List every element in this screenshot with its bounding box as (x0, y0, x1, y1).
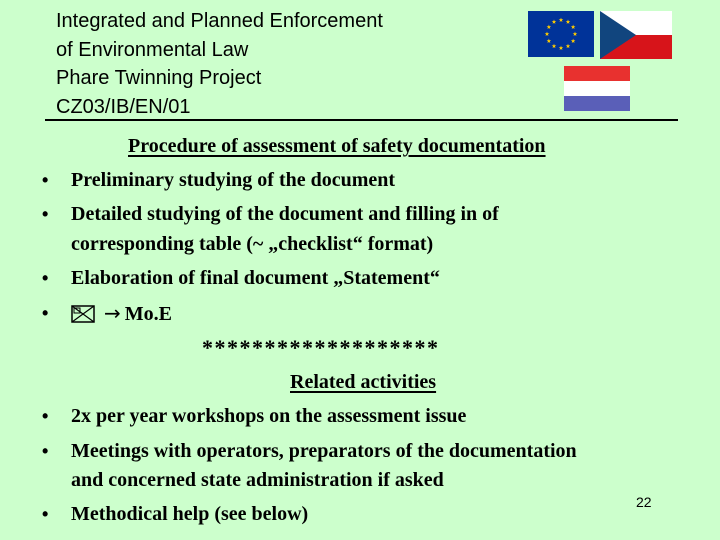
header-line-2: of Environmental Law (56, 38, 249, 61)
bullet: • (42, 504, 49, 524)
arrow-icon: → (104, 301, 121, 325)
list-item: Detailed studying of the document and filling in of (71, 203, 499, 225)
page-number: 22 (636, 494, 652, 510)
bullet: • (42, 441, 49, 461)
list-item: Elaboration of final document „Statement“ (71, 267, 440, 289)
mail-icon (71, 305, 95, 323)
bullet: • (42, 303, 49, 323)
list-item: Meetings with operators, preparators of the documentation (71, 440, 577, 462)
list-item-mail (71, 301, 172, 326)
netherlands-flag-icon (564, 66, 630, 111)
header-line-1: Integrated and Planned Enforcement (56, 10, 383, 32)
list-item: Preliminary studying of the document (71, 169, 396, 191)
eu-flag-icon (528, 11, 594, 57)
czech-flag-icon (600, 11, 672, 59)
header-line-3: Phare Twinning Project (56, 67, 262, 89)
list-item-continuation: and concerned state administration if asked (71, 469, 444, 491)
moe-label: Mo.E (124, 303, 172, 325)
bullet: • (42, 170, 49, 190)
bullet: • (42, 406, 49, 426)
bullet: • (42, 268, 49, 288)
section-related-title: Related activities (290, 371, 437, 393)
list-item: 2x per year workshops on the assessment issue (71, 405, 467, 427)
section-procedure-title: Procedure of assessment of safety documentation (128, 135, 546, 157)
header-title (56, 7, 383, 121)
list-item-continuation: corresponding table (~ „checklist“ format) (71, 233, 434, 255)
header-line-4: CZ03/IB/EN/01 (56, 95, 191, 118)
list-item: Methodical help (see below) (71, 503, 309, 525)
header-divider (45, 119, 678, 121)
asterisk-separator: ******************* (202, 335, 440, 360)
bullet: • (42, 204, 49, 224)
